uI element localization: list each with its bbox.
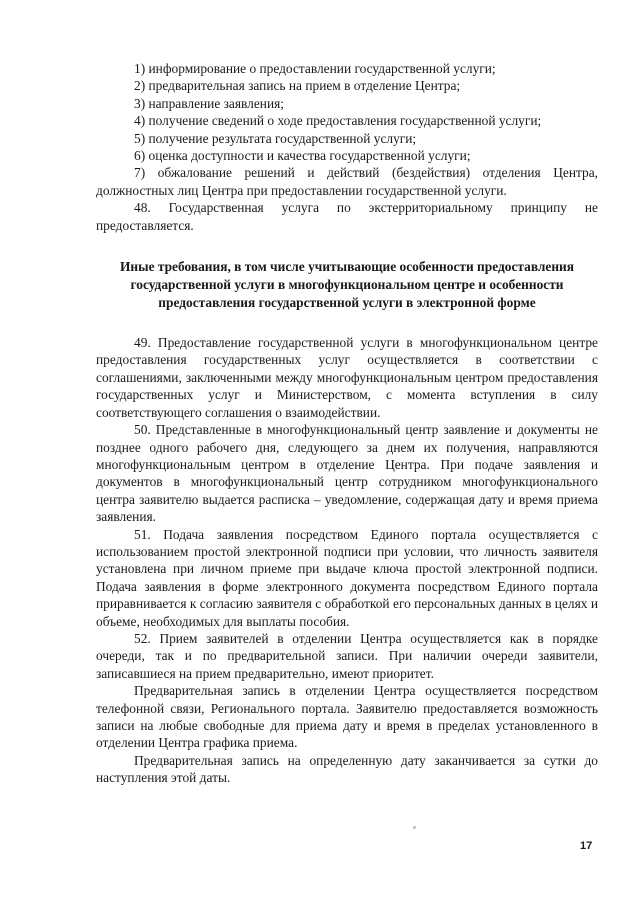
paragraph-52-appointment: Предварительная запись в отделении Центра осуществляется посредством телефонной связи, Регионального портала. Заявителю предоставляется возможность записи на любые свободные для приема дату и время в пределах установленного в отделении Центра графика приема. xyxy=(96,683,598,751)
list-item: 3) направление заявления; xyxy=(134,95,285,111)
paragraph-52-deadline: Предварительная запись на определенную дату заканчивается за сутки до наступления этой даты. xyxy=(96,752,598,786)
page-number: 17 xyxy=(580,840,593,852)
page-body xyxy=(96,60,598,787)
list-item: 2) предварительная запись на прием в отделение Центра; xyxy=(134,78,461,94)
scan-dot xyxy=(413,826,416,829)
paragraph-48: 48. Государственная услуга по экстерриториальному принципу не предоставляется. xyxy=(96,200,598,233)
list-item: 4) получение сведений о ходе предоставления государственной услуги; xyxy=(134,113,542,129)
list-item: 6) оценка доступности и качества государственной услуги; xyxy=(134,148,471,164)
list-item: 1) информирование о предоставлении государственной услуги; xyxy=(134,61,496,76)
paragraph-49: 49. Предоставление государственной услуги в многофункциональном центре предоставления государственных услуг осуществляется в соответствии с соглашениями, заключенными между многофункциональным центром предоставления государственных услуг и Министерством, с момента вступления в силу соответствующего соглашения о взаимодействии. xyxy=(96,335,598,420)
paragraph-50: 50. Представленные в многофункциональный центр заявление и документы не позднее одного рабочего дня, следующего за днем их получения, направляются многофункциональным центром в отделение Центра. При подаче заявления и документов в многофункциональный центр сотрудником многофункционального центра заявителю выдается расписка – уведомление, содержащая дату и время приема заявления. xyxy=(96,422,598,525)
section-heading: Иные требования, в том числе учитывающие особенности предоставления государственной услуги в многофункциональном центре и особенности предоставления государственной услуги в электронной форме xyxy=(119,259,575,311)
paragraph-51: 51. Подача заявления посредством Единого портала осуществляется с использованием простой электронной подписи при условии, что личность заявителя установлена при личном приеме при выдаче ключа простой электронной подписи. Подача заявления в форме электронного документа посредством Единого портала приравнивается к согласию заявителя с обработкой его персональных данных в целях и объеме, необходимых для выплаты пособия. xyxy=(96,526,598,629)
list-item: 5) получение результата государственной услуги; xyxy=(134,130,417,146)
list-item: 7) обжалование решений и действий (бездействия) отделения Центра, должностных лиц Центра при предоставлении государственной услуги. xyxy=(96,165,598,198)
paragraph-52: 52. Прием заявителей в отделении Центра осуществляется как в порядке очереди, так и по предварительной записи. При наличии очереди заявители, записавшиеся на прием предварительно, имеют приоритет. xyxy=(96,630,598,681)
